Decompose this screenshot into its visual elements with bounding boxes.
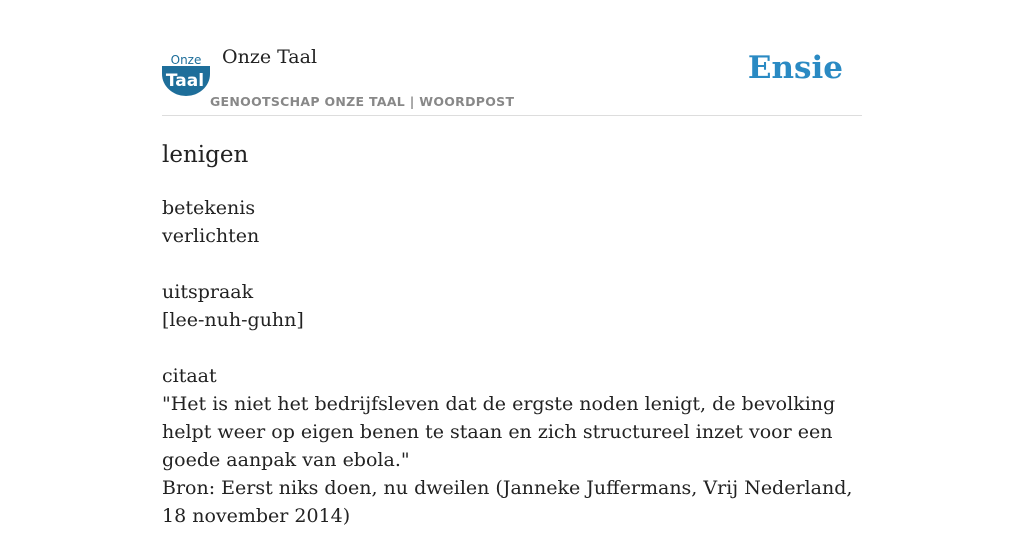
header bbox=[162, 40, 862, 116]
meaning-label: betekenis bbox=[162, 197, 256, 219]
page bbox=[162, 40, 862, 558]
entry-body bbox=[162, 194, 862, 530]
pronunciation-section bbox=[162, 278, 862, 334]
site-title[interactable]: Onze Taal bbox=[222, 46, 318, 68]
logo-text-top: Onze bbox=[170, 53, 202, 67]
meaning-section bbox=[162, 194, 862, 250]
quote-text: "Het is niet het bedrijfsleven dat de ergste noden lenigt, de bevolking helpt weer op eigen benen te staan en zich structureel inzet voor een goede aanpak van ebola." bbox=[162, 393, 836, 471]
onze-taal-logo[interactable] bbox=[162, 52, 210, 96]
quote-section bbox=[162, 362, 862, 530]
entry-word: lenigen bbox=[162, 142, 249, 168]
pronunciation-label: uitspraak bbox=[162, 281, 254, 303]
meaning-text: verlichten bbox=[162, 225, 260, 247]
site-subtitle: GENOOTSCHAP ONZE TAAL | WOORDPOST bbox=[210, 94, 515, 109]
quote-source: Bron: Eerst niks doen, nu dweilen (Janneke Juffermans, Vrij Nederland, 18 november 2014) bbox=[162, 477, 853, 527]
ensie-brand-link[interactable]: Ensie bbox=[747, 50, 843, 86]
pronunciation-text: [lee-nuh-guhn] bbox=[162, 309, 304, 331]
logo-text-bottom: Taal bbox=[165, 71, 205, 91]
quote-label: citaat bbox=[162, 365, 217, 387]
